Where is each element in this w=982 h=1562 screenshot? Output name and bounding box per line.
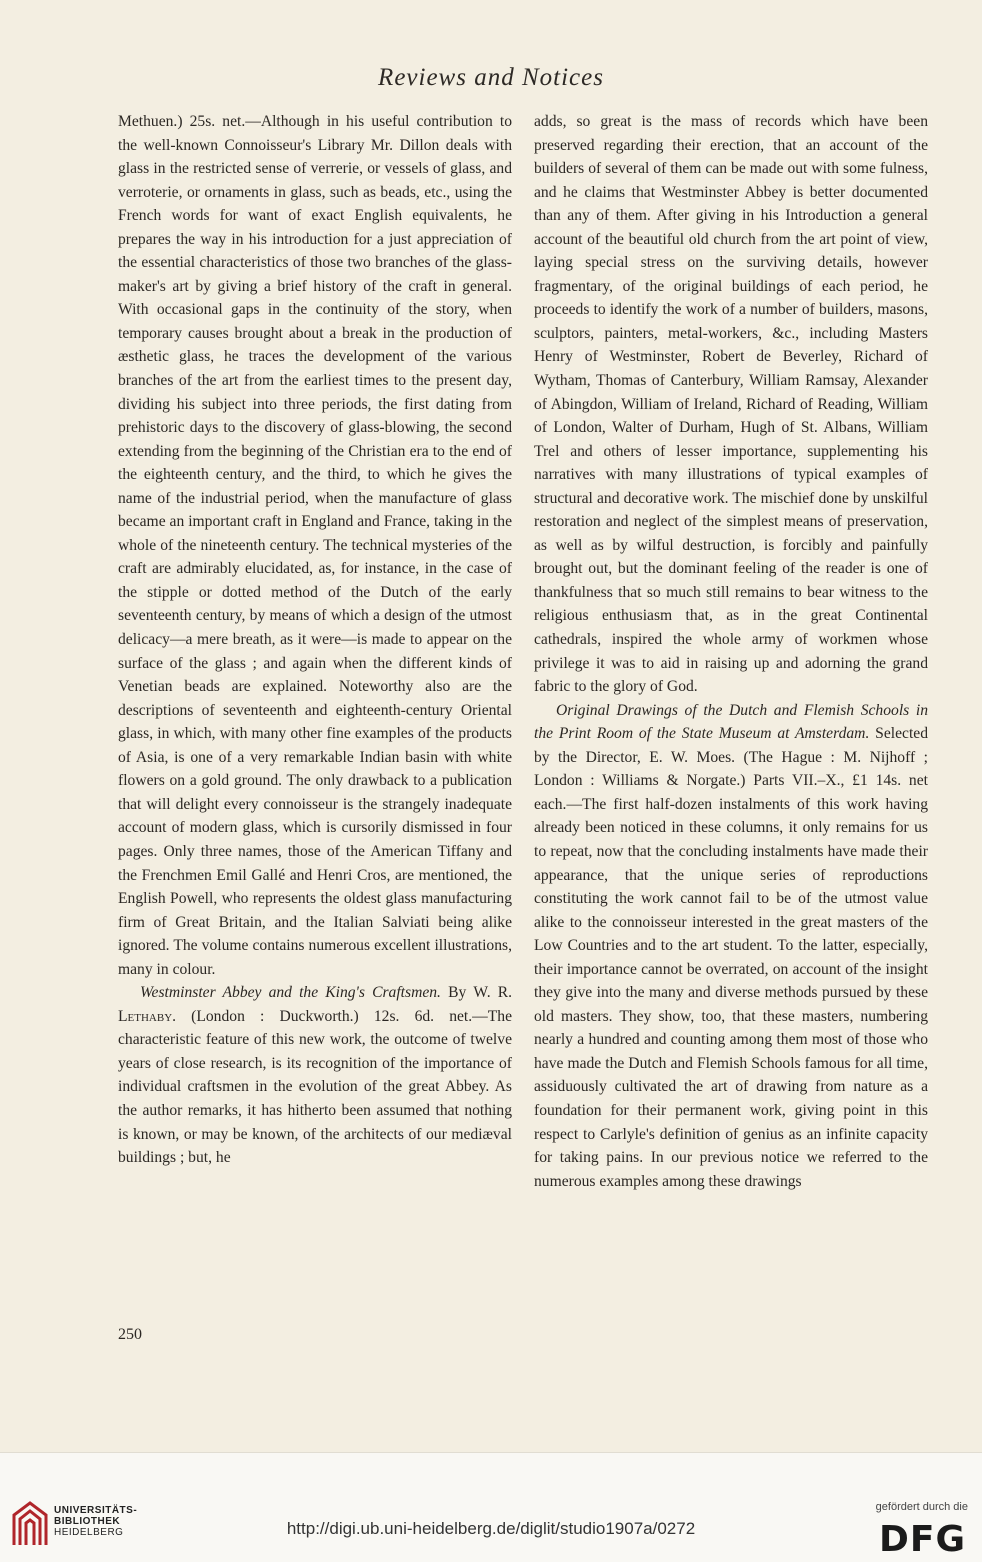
source-url-link[interactable]: http://digi.ub.uni-heidelberg.de/diglit/studio1907a/0272	[286, 1519, 696, 1538]
running-header: Reviews and Notices	[378, 64, 604, 91]
westminster-title: Westminster Abbey and the King's Craftsmen.	[140, 984, 441, 1002]
westminster-by: By	[448, 984, 467, 1002]
library-name-line1: UNIVERSITÄTS-	[54, 1505, 138, 1516]
glass-review-text: Methuen.) 25s. net.—Although in his useful contribution to the well-known Connoisseur's Library Mr. Dillon deals with glass in the restricted sense of verrerie, or vessels of glass, and verroterie, or ornaments in glass, such as beads, etc., using the French words for want of exact English equivalents, he prepares the way in his introduction for a just appreciation of the essential characteristics of those two branches of the glass-maker's art by giving a brief history of the craft in general. With occasional gaps in the continuity of the story, when temporary causes brought about a break in the production of æsthetic glass, he traces the development of the various branches of the art from the earliest times to the present day, dividing his subject into three periods, the first dating from prehistoric days to the discovery of glass-blowing, the second extending from the beginning of the Christian era to the end of the eighteenth century, and the third, to which he gives the name of the industrial period, when the manufacture of glass became an important craft in England and France, taking in the whole of the nineteenth century. The technical mysteries of the craft are admirably elucidated, as, for instance, in the case of the stipple or dotted method of the Dutch of the early seventeenth century, by means of which a design of the utmost delicacy—a mere breath, as it were—is made to appear on the surface of the glass ; and again when the different kinds of Venetian beads are explained. Noteworthy also are the descriptions of seventeenth and eighteenth-century Oriental glass, in which, with many other fine examples of the products of Asia, is one of a very remarkable Indian basin with white flowers on a gold ground. The only drawback to a publication that will delight every connoisseur is the strangely inadequate account of modern glass, which is cursorily dismissed in four pages. Only three names, those of the American Tiffany and the Frenchmen Emil Gallé and Henri Cros, are mentioned, the English Powell, who represents the oldest glass manufacturing firm of Great Britain, and the Italian Salviati being alike ignored. The volume contains numerous excellent illustrations, many in colour.	[118, 113, 512, 978]
digitization-footer	[0, 1452, 982, 1562]
funded-by-label: gefördert durch die	[875, 1501, 968, 1513]
westminster-review	[118, 981, 512, 1169]
library-name-line3: HEIDELBERG	[54, 1527, 124, 1538]
page-number: 250	[118, 1326, 142, 1343]
drawings-title: Original Drawings of the Dutch and Flemish Schools in the Print Room of the State Museum at Amsterdam.	[534, 701, 928, 743]
drawings-review	[534, 699, 928, 1193]
westminster-continuation: adds, so great is the mass of records which have been preserved regarding their erection, that an account of the builders of several of them can be made out with some fulness, and he claims that Westminster Abbey is better documented than any of them. After giving in his Introduction a general account of the beautiful old church from the art point of view, laying special stress on the surviving details, however fragmentary, of the original buildings of each period, he proceeds to identify the work of a number of builders, masons, sculptors, painters, metal-workers, &c., including Masters Henry of Westminster, Robert de Beverley, Richard of Wytham, Thomas of Canterbury, William Ramsay, Alexander of Abingdon, William of Ireland, Richard of Reading, William of London, Walter of Durham, Hugh of St. Albans, William Trel and others of lesser importance, supplementing his narratives with many illustrations of typical examples of structural and decorative work. The mischief done by unskilful restoration and neglect of the simplest means of preservation, as well as by wilful destruction, is forcibly and painfully brought out, but the dominant feeling of the reader is one of thankfulness that so much still remains to bear witness to the religious enthusiasm that, as in the great Continental cathedrals, inspired the whole army of workmen whose privilege it was to aid in raising up and adorning the grand fabric to the glory of God.	[534, 113, 928, 696]
dfg-logo: DFG	[878, 1519, 966, 1560]
westminster-text: (London : Duckworth.) 12s. 6d. net.—The characteristic feature of this new work, the outcome of twelve years of close research, is its recognition of the importance of individual craftsmen in the evolution of the great Abbey. As the author remarks, it has hitherto been assumed that nothing is known, or may be known, of the architects of our mediæval buildings ; but, he	[118, 1007, 512, 1167]
right-column	[534, 110, 928, 1193]
library-name-line2: BIBLIOTHEK	[54, 1516, 121, 1527]
drawings-text: Selected by the Director, E. W. Moes. (The Hague : M. Nijhoff ; London : Williams & Norgate.) Parts VII.–X., £1 14s. net each.—The first half-dozen instalments of this work having already been noticed in these columns, it only remains for us to repeat, now that the concluding instalments have made their appearance, that the unique series of reproductions constituting the work cannot fail to be of the utmost value alike to the connoisseur interested in the great masters of the Low Countries and to the art student. To the latter, especially, their importance cannot be overrated, on account of the insight they give into the many and diverse methods pursued by these old masters. They show, too, that these masters, numbering nearly a hundred and counting among them most of those who have made the Dutch and Flemish Schools famous for all time, assiduously cultivated the art of drawing from nature as a foundation for their permanent work, giving point in this respect to Carlyle's definition of genius as an infinite capacity for taking pains. In our previous notice we referred to the numerous examples among these drawings	[534, 725, 928, 1190]
westminster-author: W. R. Lethaby.	[118, 984, 513, 1025]
left-column	[118, 110, 512, 1170]
